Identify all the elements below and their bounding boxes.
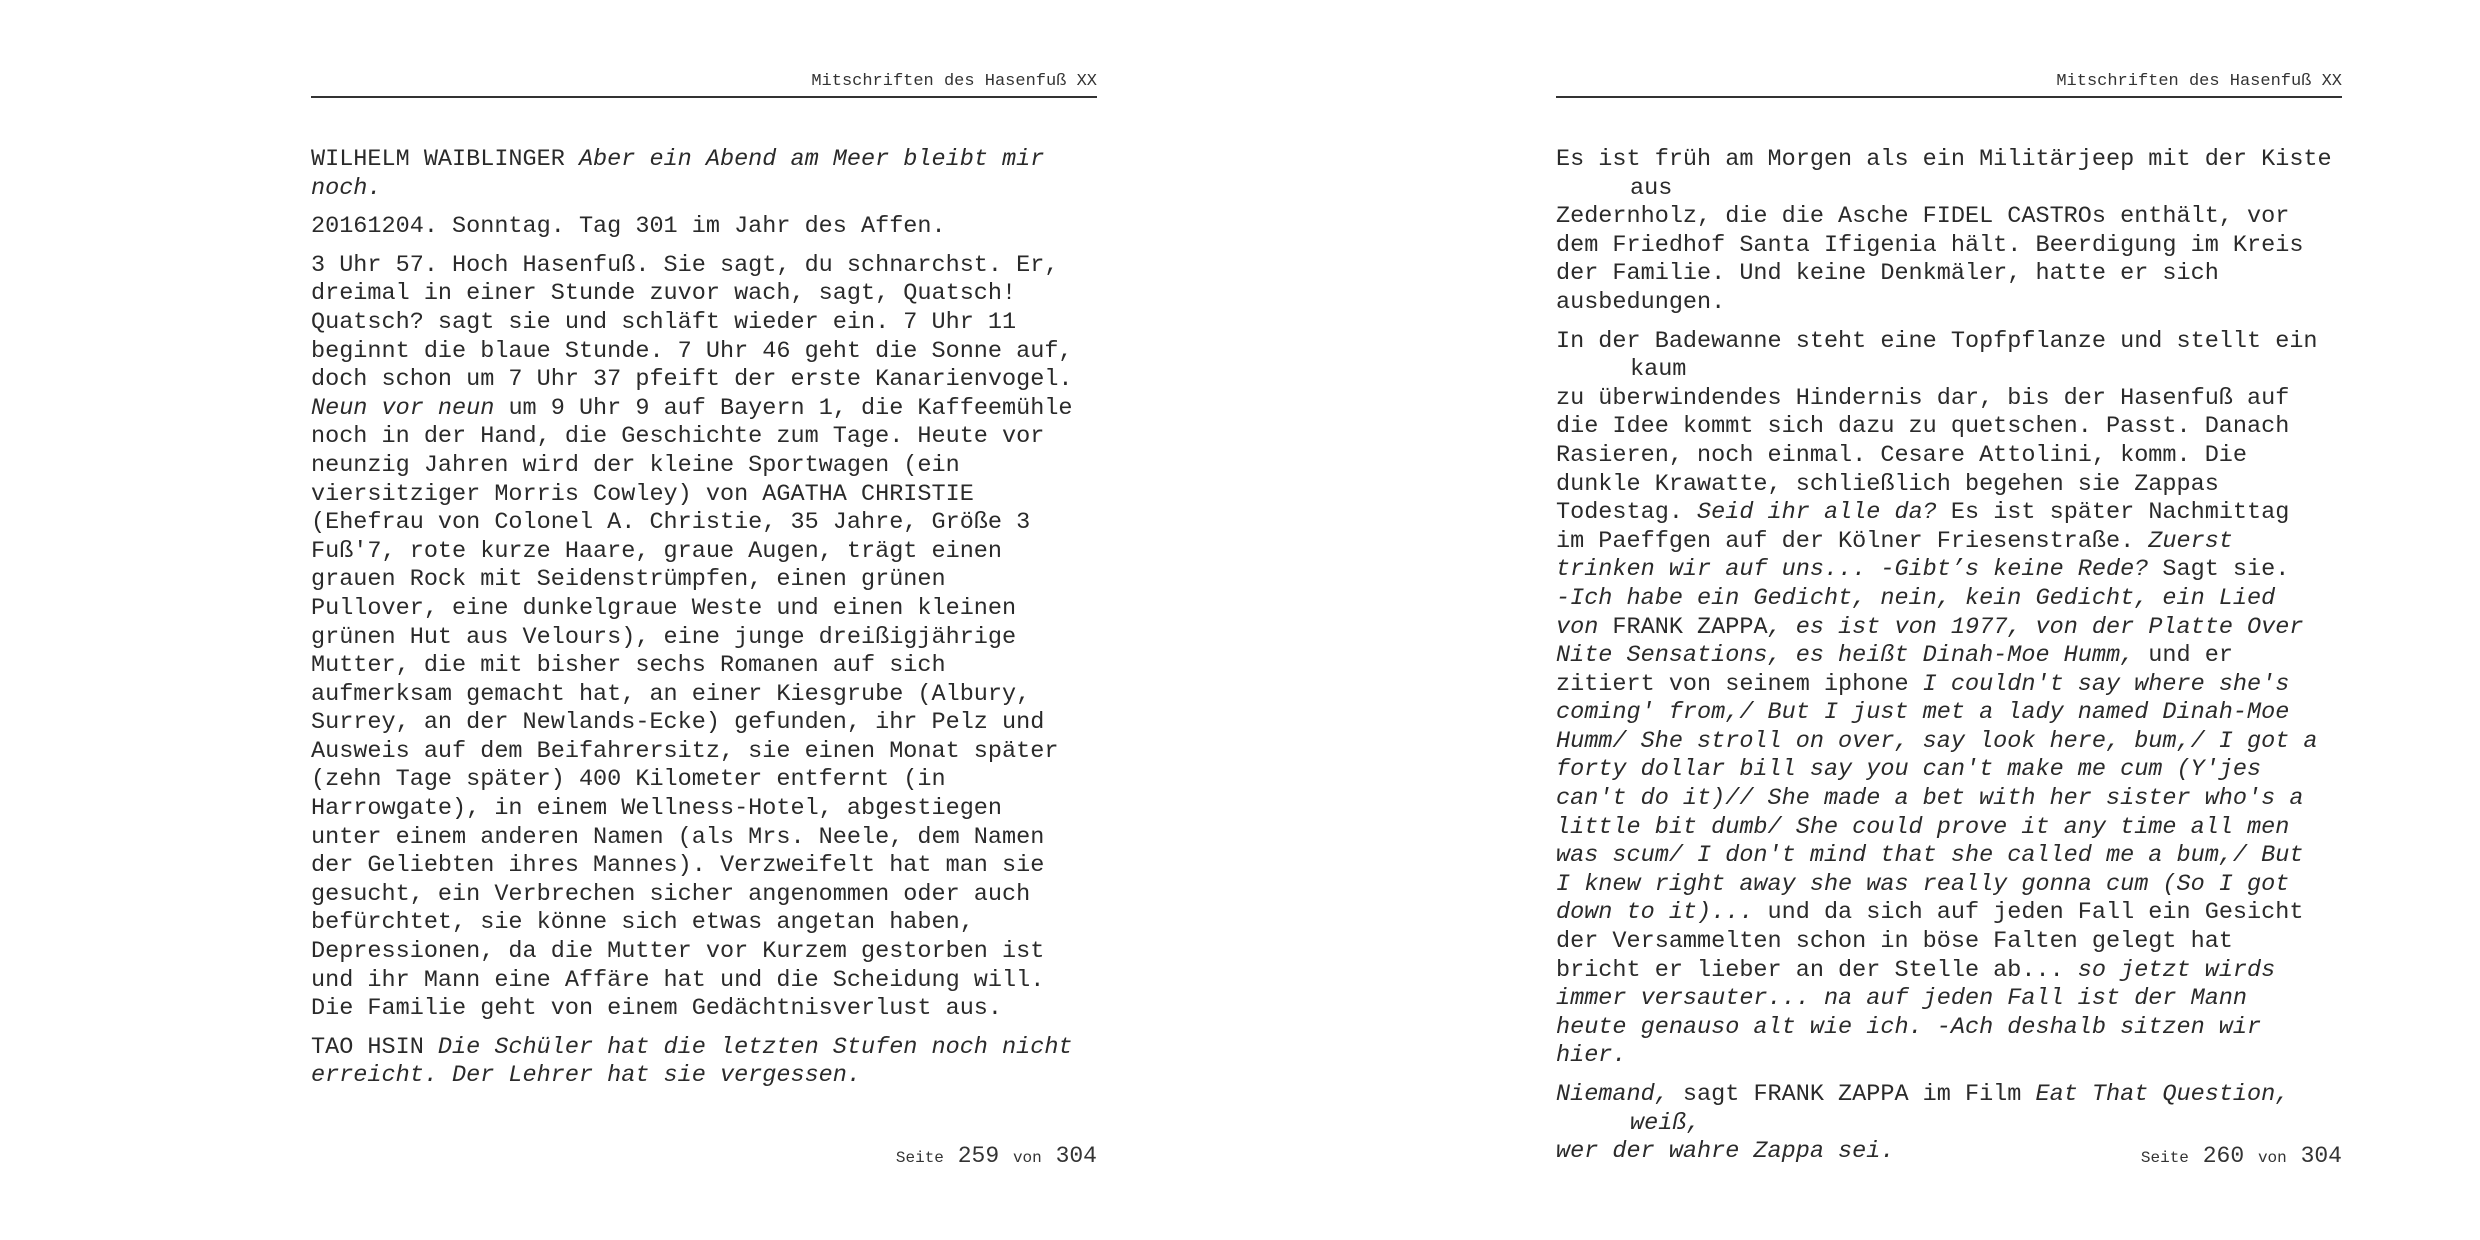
header-rule bbox=[311, 96, 1097, 98]
diary-entry-paragraph: 3 Uhr 57. Hoch Hasenfuß. Sie sagt, du schnarchst. Er, dreimal in einer Stunde zuvor wach, sagt, Quatsch! Quatsch? sagt sie und schläft wieder ein. 7 Uhr 11 beginnt die blaue Stunde. 7 Uhr 46 geht die Sonne auf, doch schon um 7 Uhr 37 pfeift der erste Kanarienvogel. Neun vor neun um 9 Uhr 9 auf Bayern 1, die Kaffeemühle noch in der Hand, die Geschichte zum Tage. Heute vor neunzig Jahren wird der kleine Sportwagen (ein viersitziger Morris Cowley) von AGATHA CHRISTIE (Ehefrau von Colonel A. Christie, 35 Jahre, Größe 3 Fuß'7, rote kurze Haare, graue Augen, trägt einen grauen Rock mit Seidenstrümpfen, einen grünen Pullover, eine dunkelgraue Weste und einen kleinen grünen Hut aus Velours), eine junge dreißigjährige Mutter, die mit bisher sechs Romanen auf sich aufmerksam gemacht hat, an einer Kiesgrube (Albury, Surrey, an der Newlands-Ecke) gefunden, ihr Pelz und Ausweis auf dem Beifahrersitz, sie einen Monat später (zehn Tage später) 400 Kilometer entfernt (in Harrowgate), in einem Wellness-Hotel, abgestiegen unter einem anderen Namen (als Mrs. Neele, dem Namen der Geliebten ihres Mannes). Verzweifelt hat man sie gesucht, ein Verbrechen sicher angenommen oder auch befürchtet, sie könne sich etwas angetan haben, Depressionen, da die Mutter vor Kurzem gestorben ist und ihr Mann eine Affäre hat und die Scheidung will. Die Familie geht von einem Gedächtnisverlust aus. bbox=[311, 251, 1073, 1023]
quote-tao-hsin: TAO HSIN Die Schüler hat die letzten Stufen noch nicht erreicht. Der Lehrer hat sie vergessen. bbox=[311, 1033, 1073, 1090]
left-page-body bbox=[311, 146, 1097, 1101]
right-page bbox=[1556, 0, 2342, 1240]
page-number: Seite 260 von 304 bbox=[2140, 1143, 2342, 1169]
right-page-body bbox=[1556, 146, 2342, 1177]
running-header: Mitschriften des Hasenfuß XX bbox=[2056, 72, 2342, 91]
epigraph-waiblinger: WILHELM WAIBLINGER Aber ein Abend am Meer bleibt mir noch. bbox=[311, 146, 1045, 202]
castro-paragraph: Es ist früh am Morgen als ein Militärjeep mit der Kiste aus Zedernholz, die die Asche FIDEL CASTROs enthält, vor dem Friedhof Santa Ifigenia hält. Beerdigung im Kreis der Familie. Und keine Denkmäler, hatte er sich ausbedungen. bbox=[1556, 146, 2332, 316]
running-header: Mitschriften des Hasenfuß XX bbox=[811, 72, 1097, 91]
left-page bbox=[311, 0, 1097, 1240]
niemand-paragraph: Niemand, sagt FRANK ZAPPA im Film Eat That Question, weiß, wer der wahre Zappa sei. bbox=[1556, 1081, 2290, 1166]
zappa-paragraph: In der Badewanne steht eine Topfpflanze und stellt ein kaum zu überwindendes Hindernis dar, bis der Hasenfuß auf die Idee kommt sich dazu zu quetschen. Passt. Danach Rasieren, noch einmal. Cesare Attolini, komm. Die dunkle Krawatte, schließlich begehen sie Zappas Todestag. Seid ihr alle da? Es ist später Nachmittag im Paeffgen auf der Kölner Friesenstraße. Zuerst trinken wir auf uns... -Gibt’s keine Rede? Sagt sie. -Ich habe ein Gedicht, nein, kein Gedicht, ein Lied von FRANK ZAPPA, es ist von 1977, von der Platte Over Nite Sensations, es heißt Dinah-Moe Humm, und er zitiert von seinem iphone I couldn't say where she's coming' from,/ But I just met a lady named Dinah-Moe Humm/ She stroll on over, say look here, bum,/ I got a forty dollar bill say you can't make me cum (Y'jes can't do it)// She made a bet with her sister who's a little bit dumb/ She could prove it any time all men was scum/ I don't mind that she called me a bum,/ But I knew right away she was really gonna cum (So I got down to it)... und da sich auf jeden Fall ein Gesicht der Versammelten schon in böse Falten gelegt hat bricht er lieber an der Stelle ab... so jetzt wirds immer versauter... na auf jeden Fall ist der Mann heute genauso alt wie ich. -Ach deshalb sitzen wir hier. bbox=[1556, 327, 2318, 1070]
date-line: 20161204. Sonntag. Tag 301 im Jahr des Affen. bbox=[311, 213, 946, 241]
page-number: Seite 259 von 304 bbox=[895, 1143, 1097, 1169]
header-rule bbox=[1556, 96, 2342, 98]
